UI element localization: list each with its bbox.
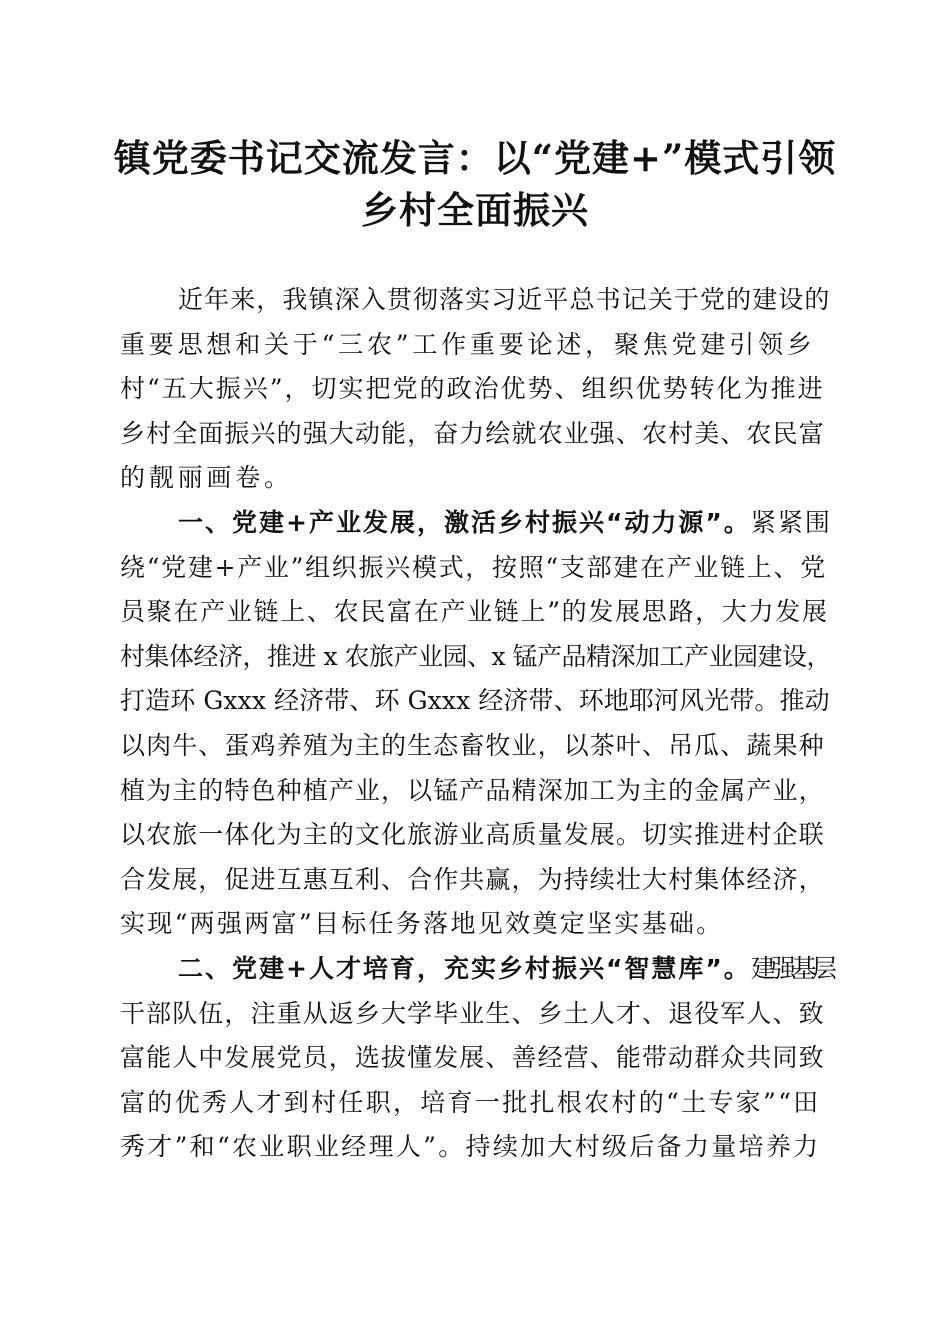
- paragraph-line: 员聚在产业链上、农民富在产业链上”的发展思路，大力发展: [120, 597, 829, 627]
- paragraph-line: 秀才”和“农业职业经理人”。持续加大村级后备力量培养力: [120, 1132, 821, 1162]
- document-title: [100, 132, 850, 236]
- paragraph-line: 富的优秀人才到村任职，培育一批扎根农村的“土专家”“田: [120, 1087, 821, 1117]
- paragraph-line: 绕“党建+产业”组织振兴模式，按照“支部建在产业链上、党: [120, 552, 827, 582]
- paragraph-line: 富能人中发展党员，选拔懂发展、善经营、能带动群众共同致: [120, 1043, 825, 1073]
- paragraph-line: 以肉牛、蛋鸡养殖为主的生态畜牧业，以茶叶、吊瓜、蔬果种: [120, 730, 825, 760]
- paragraph-line: 村“五大振兴”，切实把党的政治优势、组织优势转化为推进: [120, 374, 825, 404]
- paragraph-line: 重要思想和关于“三农”工作重要论述，聚焦党建引领乡: [120, 329, 816, 359]
- paragraph-line: 打造环 Gxxx 经济带、环 Gxxx 经济带、环地耶河风光带。推动: [120, 686, 830, 716]
- section-2-first-line-text: 建强基层: [750, 953, 833, 983]
- section-1-first-line: [120, 501, 832, 546]
- document-body: [120, 278, 832, 1170]
- paragraph-line: 实现“两强两富”目标任务落地见效奠定坚实基础。: [120, 909, 724, 939]
- paragraph-line: 以农旅一体化为主的文化旅游业高质量发展。切实推进村企联: [120, 820, 825, 850]
- section-1-first-line-text: 紧紧围: [750, 507, 832, 537]
- section-2-heading: 二、党建+人才培育，充实乡村振兴“智慧库”。: [178, 953, 751, 983]
- paragraph-line: 合发展，促进互惠互利、合作共赢，为持续壮大村集体经济，: [120, 864, 825, 894]
- paragraph-line: 乡村全面振兴的强大动能，奋力绘就农业强、农村美、农民富: [120, 418, 825, 448]
- paragraph-line: 的靓丽画卷。: [120, 463, 293, 493]
- section-1-heading: 一、党建+产业发展，激活乡村振兴“动力源”。: [178, 507, 751, 537]
- paragraph-line: 植为主的特色种植产业，以锰产品精深加工为主的金属产业，: [120, 775, 825, 805]
- section-2-first-line: [120, 947, 832, 992]
- paragraph-line: 干部队伍，注重从返乡大学毕业生、乡土人才、退役军人、致: [120, 998, 825, 1028]
- paragraph-line: 村集体经济，推进 x 农旅产业园、x 锰产品精深加工产业园建设，: [120, 641, 832, 671]
- paragraph-line: 近年来，我镇深入贯彻落实习近平总书记关于党的建设的: [178, 285, 831, 314]
- title-line-2: 乡村全面振兴: [361, 188, 589, 232]
- title-line-1: 镇党委书记交流发言：以“党建+”模式引领: [113, 136, 837, 180]
